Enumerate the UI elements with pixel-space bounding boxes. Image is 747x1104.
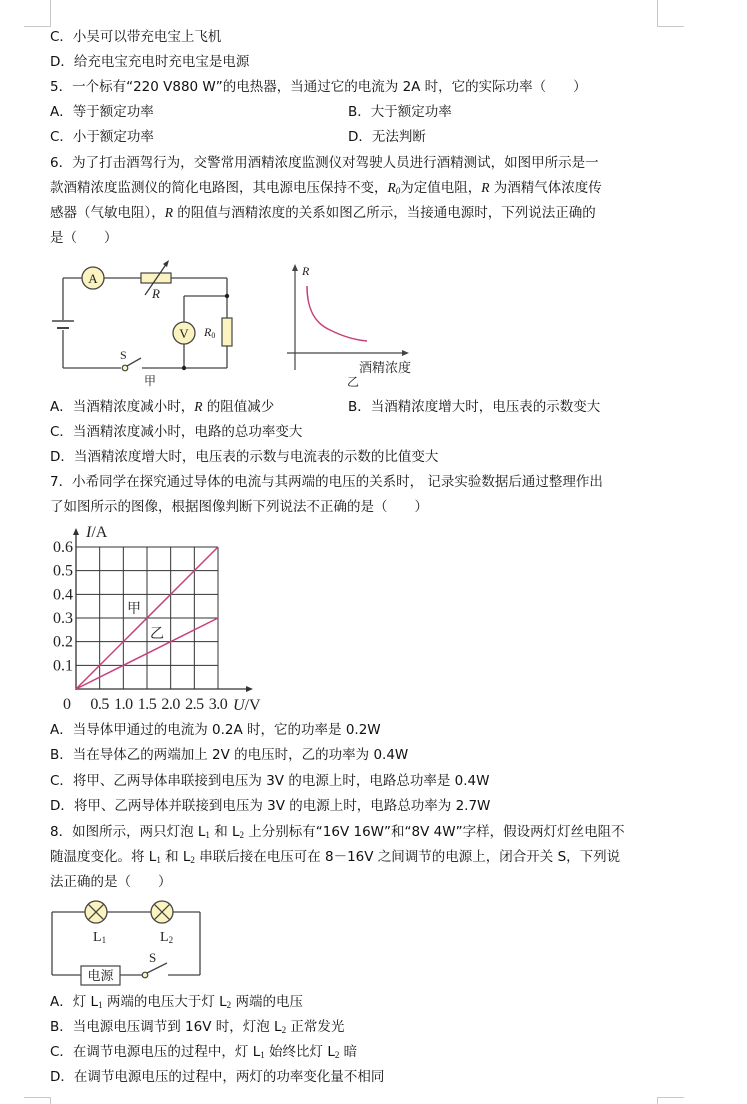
q8-option-text: 暗 xyxy=(339,1044,358,1060)
q6-option-b: B．当酒精浓度增大时，电压表的示数变大 xyxy=(348,399,601,415)
q8-option-a xyxy=(50,991,303,1013)
subscript: 2 xyxy=(239,830,245,840)
q6-stem-line1: 6．为了打击酒驾行为，交警常用酒精浓度监测仪对驾驶人员进行酒精测试，如图甲所示是一 xyxy=(50,155,599,171)
q8-stem-line3: 法正确的是（ ） xyxy=(50,874,172,890)
subscript: 2 xyxy=(190,855,195,865)
x-tick-label: 0.5 xyxy=(90,696,109,713)
q6-stem-line4: 是（ ） xyxy=(50,230,118,246)
y-tick-label: 0.6 xyxy=(53,539,73,556)
q7-stem-line2: 了如图所示的图像，根据图像判断下列说法不正确的是（ ） xyxy=(50,499,428,515)
q8-option-text: C．在调节电源电压的过程中，灯 L xyxy=(50,1044,261,1060)
q8-option-b xyxy=(50,1016,344,1038)
y-tick-label: 0.2 xyxy=(53,633,73,651)
q6-stem-text: 的阻值与酒精浓度的关系如图乙所示，当接通电源时，下列说法正确的 xyxy=(173,205,596,221)
switch-label: S xyxy=(149,950,157,965)
symbol-r0-sub: 0 xyxy=(395,186,401,196)
symbol-r: R xyxy=(194,399,203,414)
q8-option-text: 始终比灯 L xyxy=(264,1044,335,1060)
q8-stem-text: 随温度变化。将 L xyxy=(50,849,157,865)
subscript: 2 xyxy=(226,1000,232,1010)
y-axis-label: I/A xyxy=(86,524,108,541)
q6-stem-text: 为定值电阻， xyxy=(400,180,482,196)
q7-option-b: B．当在导体乙的两端加上 2V 的电压时，乙的功率为 0.4W xyxy=(50,747,409,763)
ammeter-label: A xyxy=(88,271,98,286)
r0-label-sub: 0 xyxy=(211,331,216,340)
q6-option-c: C．当酒精浓度减小时，电路的总功率变大 xyxy=(50,424,303,440)
subscript: 1 xyxy=(260,1050,265,1060)
q8-option-text: 两端的电压 xyxy=(231,994,303,1010)
y-tick-label: 0.5 xyxy=(53,562,73,580)
q7-option-a: A．当导体甲通过的电流为 0.2A 时，它的功率是 0.2W xyxy=(50,722,381,738)
lamp-l2-label: L2 xyxy=(160,930,174,945)
q7-stem-line1: 7．小希同学在探究通过导体的电流与其两端的电压的关系时， 记录实验数据后通过整理作出 xyxy=(50,474,603,490)
q8-stem-text: 上分别标有“16V 16W”和“8V 4W”字样，假设两灯灯丝电阻不 xyxy=(244,824,625,840)
q8-option-text: 正常发光 xyxy=(286,1019,345,1035)
q5-stem: 5．一个标有“220 V880 W”的电热器，当通过它的电流为 2A 时，它的实际功率（ ） xyxy=(50,79,587,95)
x-tick-label: 3.0 xyxy=(208,696,228,713)
x-tick-label: 2.0 xyxy=(161,696,180,713)
q8-option-text: 两端的电压大于灯 L xyxy=(102,994,227,1010)
q7-option-d: D．将甲、乙两导体并联接到电压为 3V 的电源上时，电路总功率为 2.7W xyxy=(50,798,491,814)
symbol-r: R xyxy=(164,205,173,220)
subscript: 1 xyxy=(205,830,210,840)
symbol-r: R xyxy=(481,180,490,195)
q8-option-c xyxy=(50,1041,357,1063)
power-source-label: 电源 xyxy=(87,969,114,984)
y-tick-label: 0.4 xyxy=(53,586,73,604)
q7-option-c: C．将甲、乙两导体串联接到电压为 3V 的电源上时，电路总功率是 0.4W xyxy=(50,773,490,789)
subscript: 1 xyxy=(98,1000,103,1010)
switch-pivot xyxy=(142,972,148,978)
q8-option-d: D．在调节电源电压的过程中，两灯的功率变化量不相同 xyxy=(50,1069,385,1085)
lamp-l1-label: L1 xyxy=(93,930,107,945)
figure-caption-yi: 乙 xyxy=(347,375,360,389)
q8-option-text: A．灯 L xyxy=(50,994,99,1010)
origin-label: 0 xyxy=(63,696,71,713)
rheostat-label: R xyxy=(152,286,160,301)
q5-option-d: D．无法判断 xyxy=(348,129,426,145)
q8-stem-text: 串联后接在电压可在 8－16V 之间调节的电源上，闭合开关 S，下列说 xyxy=(194,849,621,865)
series-label-yi: 乙 xyxy=(150,626,164,642)
q6-option-d: D．当酒精浓度增大时，电压表的示数与电流表的示数的比值变大 xyxy=(50,449,439,465)
q8-option-text: B．当电源电压调节到 16V 时，灯泡 L xyxy=(50,1019,282,1035)
figure-caption-jia: 甲 xyxy=(144,374,157,388)
q6-option-a-text: 的阻值减少 xyxy=(202,399,275,415)
q8-stem-text: 和 L xyxy=(160,849,191,865)
subscript: 2 xyxy=(334,1050,340,1060)
series-label-jia: 甲 xyxy=(127,601,141,617)
y-tick-label: 0.3 xyxy=(53,610,73,627)
x-tick-label: 1.5 xyxy=(137,696,157,713)
lamp-l2-icon xyxy=(151,901,173,923)
q5-option-c: C．小于额定功率 xyxy=(50,129,154,145)
q5-option-a: A．等于额定功率 xyxy=(50,104,154,120)
q8-stem-text: 和 L xyxy=(209,824,240,840)
q4-option-c: C．小吴可以带充电宝上飞机 xyxy=(50,29,222,45)
voltmeter-label: V xyxy=(179,326,189,341)
lamp-l1-icon xyxy=(85,901,107,923)
q6-option-a-text: A．当酒精浓度减小时， xyxy=(50,399,195,415)
x-axis-label: U/V xyxy=(233,697,261,714)
q6-stem-text: 款酒精浓度监测仪的简化电路图，其电源电压保持不变， xyxy=(50,180,388,196)
y-tick-label: 0.1 xyxy=(53,657,73,675)
q8-stem-text: 8．如图所示，两只灯泡 L xyxy=(50,824,206,840)
switch-label: S xyxy=(120,348,127,362)
graph-y-label: R xyxy=(302,264,310,278)
graph-x-label: 酒精浓度 xyxy=(359,361,412,376)
q5-option-b: B．大于额定功率 xyxy=(348,104,452,120)
q6-stem-text: 感器（气敏电阻）， xyxy=(50,205,165,221)
x-tick-label: 1.0 xyxy=(114,696,133,713)
x-tick-label: 2.5 xyxy=(185,696,204,713)
q6-stem-text: 为酒精气体浓度传 xyxy=(489,180,602,196)
subscript: 1 xyxy=(156,855,161,865)
symbol-r0: R xyxy=(387,180,396,195)
subscript: 2 xyxy=(281,1025,287,1035)
r0-label: R0 xyxy=(204,325,216,340)
q4-option-d: D．给充电宝充电时充电宝是电源 xyxy=(50,54,250,70)
